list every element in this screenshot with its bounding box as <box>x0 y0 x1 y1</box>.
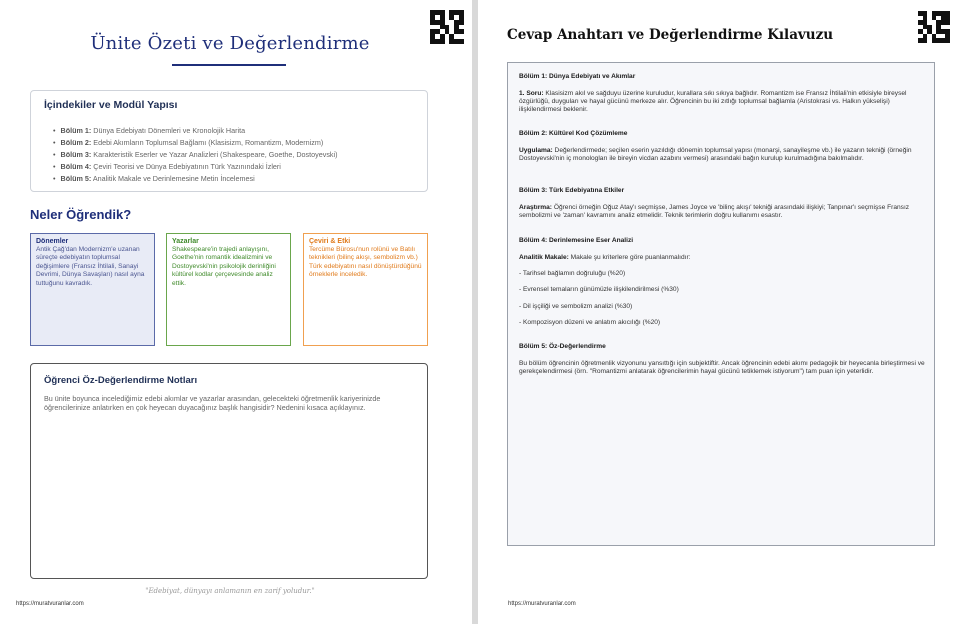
toc-item-label: Bölüm 2: <box>60 138 92 147</box>
criteria-item: - Evrensel temaların günümüzle ilişkilendirilmesi (%30) <box>519 286 679 293</box>
answer-key-title: Cevap Anahtarı ve Değerlendirme Kılavuzu <box>507 27 834 43</box>
section-body <box>519 254 927 262</box>
section-heading: Bölüm 3: Türk Edebiyatına Etkiler <box>519 187 625 194</box>
toc-item-text: Dünya Edebiyatı Dönemleri ve Kronolojik Harita <box>93 126 246 135</box>
section-heading: Bölüm 2: Kültürel Kod Çözümleme <box>519 130 628 137</box>
self-assessment-box[interactable] <box>30 363 428 579</box>
card-periods <box>30 233 155 346</box>
section-heading: Bölüm 1: Dünya Edebiyatı ve Akımlar <box>519 73 636 80</box>
section-heading: Bölüm 5: Öz-Değerlendirme <box>519 343 606 350</box>
left-page <box>0 0 472 624</box>
toc-item-text: Analitik Makale ve Derinlemesine Metin İncelemesi <box>92 174 255 183</box>
qr-code-icon <box>918 11 950 43</box>
footer-url[interactable]: https://muratvuranlar.com <box>16 601 84 607</box>
toc-item-text: Çeviri Teorisi ve Dünya Edebiyatının Türk Yazınındaki İzleri <box>93 162 281 171</box>
footer-url[interactable]: https://muratvuranlar.com <box>508 601 576 607</box>
toc-list <box>53 125 338 185</box>
learned-heading: Neler Öğrendik? <box>30 207 132 222</box>
toc-item-text: Karakteristik Eserler ve Yazar Analizleri (Shakespeare, Goethe, Dostoyevski) <box>93 150 338 159</box>
toc-item-text: Edebi Akımların Toplumsal Bağlamı (Klasisizm, Romantizm, Modernizm) <box>93 138 324 147</box>
section-text: Bu bölüm öğrencinin öğretmenlik vizyonunu yansıttığı için subjektiftir. Ancak öğrencinin edebi akımı pedagojik bir heyecanla birleştirmesi ve gerekçelendirmesi (örn. "Romantizmi anlatarak öğrencilerimin hayal gücünü tetiklemek istiyorum") tam puan için yeterlidir. <box>519 360 925 376</box>
notes-prompt: Bu ünite boyunca incelediğimiz edebi akımlar ve yazarlar arasından, gelecekteki öğretmenlik kariyerinizde öğrencilerinize anlatırken en çok heyecan duyacağınız başlık hangisidir? Nedenini kısaca açıklayınız. <box>44 394 381 413</box>
right-page <box>478 0 976 624</box>
card-translation <box>303 233 428 346</box>
section-heading: Bölüm 4: Derinlemesine Eser Analizi <box>519 237 634 244</box>
toc-box <box>30 90 428 192</box>
page-title: Ünite Özeti ve Değerlendirme <box>90 33 370 54</box>
section-text: Klasisizm akıl ve sağduyu üzerine kuruludur, kurallara sıkı sıkıya bağlıdır. Romantizm ise Fransız İhtilali'nin etkisiyle bireysel özgürlüğü, duyguları ve hayal gücünü merkeze alır. Öğrencinin bu iki zıtlığı toplumsal bağlamla (Aristokrasi vs. Halkın yükselişi) ilişkilendirmesi beklenir. <box>519 90 907 114</box>
card-title: Çeviri & Etki <box>309 238 351 245</box>
card-body: Tercüme Bürosu'nun rolünü ve Batılı teknikleri (bilinç akışı, sembolizm vb.) Türk edebiyatını nasıl dönüştürdüğünü örneklerle inceledik. <box>309 246 422 279</box>
answer-key-box <box>507 62 935 546</box>
card-body: Antik Çağ'dan Modernizm'e uzanan süreçte edebiyatın toplumsal değişimlere (Fransız İhtilali, Sanayi Devrimi, Dünya Savaşları) nasıl ayna tuttuğunu kavradık. <box>36 246 145 287</box>
toc-item: • Bölüm 2: Edebi Akımların Toplumsal Bağlamı (Klasisizm, Romantizm, Modernizm) <box>53 138 324 147</box>
toc-item-label: Bölüm 4: <box>60 162 92 171</box>
section-text: Değerlendirmede; seçilen eserin yazıldığı dönemin toplumsal yapısı (monarşi, sanayileşme vb.) ile yazarın tekniği (örneğin Dostoyevski'nin iç monologları ile bireyin vicdan azabını vermesi) arasındaki bağın kurulup kurulmadığına bakılmalıdır. <box>519 147 912 163</box>
toc-item: • Bölüm 4: Çeviri Teorisi ve Dünya Edebiyatının Türk Yazınındaki İzleri <box>53 162 281 171</box>
section-text: Makale şu kriterlere göre puanlanmalıdır: <box>568 254 691 261</box>
toc-item: • Bölüm 3: Karakteristik Eserler ve Yazar Analizleri (Shakespeare, Goethe, Dostoyevski) <box>53 150 338 159</box>
footer-quote: "Edebiyat, dünyayı anlamanın en zarif yoludur." <box>145 587 315 595</box>
toc-item-label: Bölüm 1: <box>60 126 92 135</box>
section-label: Analitik Makale: <box>519 254 569 261</box>
toc-item: • Bölüm 1: Dünya Edebiyatı Dönemleri ve Kronolojik Harita <box>53 126 246 135</box>
section-label: 1. Soru: <box>519 90 544 97</box>
card-authors <box>166 233 291 346</box>
toc-item-label: Bölüm 5: <box>60 174 92 183</box>
toc-item-label: Bölüm 3: <box>60 150 92 159</box>
toc-item: • Bölüm 5: Analitik Makale ve Derinlemesine Metin İncelemesi <box>53 174 255 183</box>
section-body <box>519 204 927 220</box>
section-body <box>519 147 927 163</box>
card-title: Yazarlar <box>172 238 199 245</box>
section-label: Uygulama: <box>519 147 553 154</box>
section-label: Araştırma: <box>519 204 552 211</box>
notes-title: Öğrenci Öz-Değerlendirme Notları <box>44 375 198 386</box>
card-body: Shakespeare'in trajedi anlayışını, Goethe'nin romantik idealizmini ve Dostoyevski'nin psikolojik derinliğini kültürel kodlar çerçevesinde analiz ettik. <box>172 246 276 287</box>
section-body <box>519 90 927 115</box>
toc-title: İçindekiler ve Modül Yapısı <box>44 99 178 111</box>
card-title: Dönemler <box>36 238 69 245</box>
title-underline <box>172 64 286 66</box>
criteria-item: - Dil işçiliği ve sembolizm analizi (%30) <box>519 303 633 310</box>
criteria-item: - Kompozisyon düzeni ve anlatım akıcılığı (%20) <box>519 319 661 326</box>
criteria-item: - Tarihsel bağlamın doğruluğu (%20) <box>519 270 626 277</box>
section-text: Öğrenci örneğin Oğuz Atay'ı seçmişse, James Joyce ve 'bilinç akışı' tekniği arasındaki ilişkiyi; Tanpınar'ı seçmişse Fransız sembolizmi ve 'zaman' kavramını analiz etmelidir. Teknik terimlerin doğru kullanımı esastır. <box>519 204 910 220</box>
